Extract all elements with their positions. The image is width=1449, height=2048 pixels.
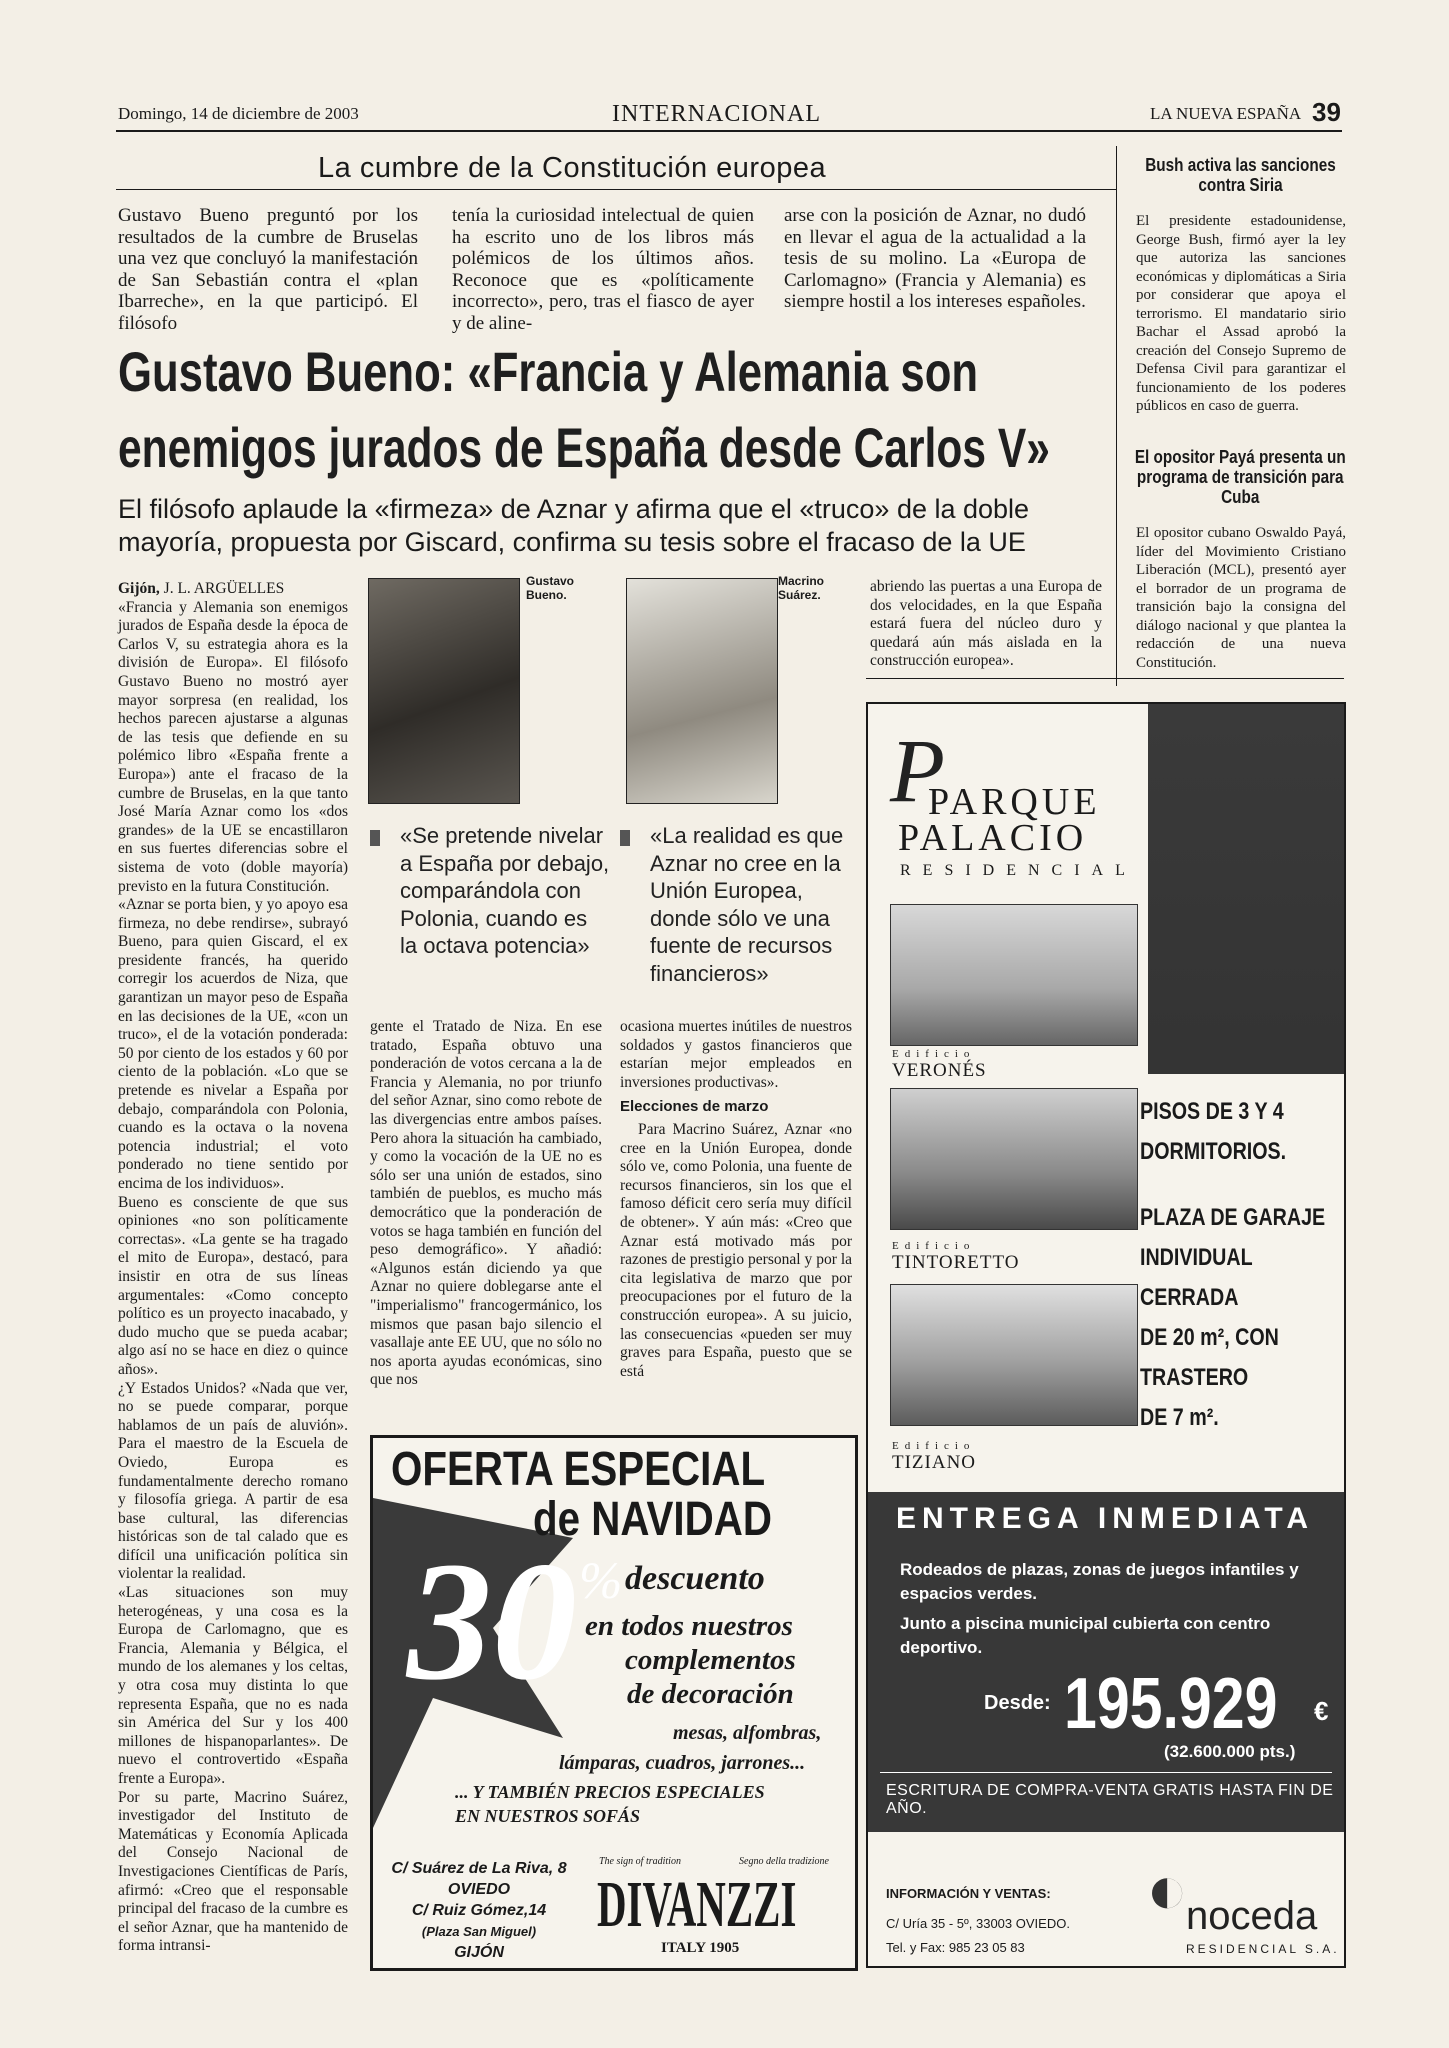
building-tiziano-image [890, 1284, 1138, 1426]
photo-macrino-suarez [626, 578, 778, 804]
page-number: 39 [1312, 97, 1341, 127]
feature-5: CERRADA [1140, 1284, 1239, 1311]
quote-bar-2 [620, 830, 630, 846]
price-value: 195.929 [1064, 1664, 1278, 1744]
ad-address-1: C/ Suárez de La Riva, 8 [391, 1860, 567, 1877]
deed-note: ESCRITURA DE COMPRA-VENTA GRATIS HASTA FIN DE AÑO. [886, 1782, 1334, 1817]
ad-address-5: GIJÓN [454, 1944, 504, 1961]
ad-address-2: OVIEDO [447, 1881, 511, 1898]
sales-phone: Tel. y Fax: 985 23 05 83 [886, 1940, 1025, 1955]
quote-bar-1 [370, 830, 380, 846]
sidebar-divider [1116, 146, 1117, 686]
parque-logo-p: P [890, 722, 945, 821]
ad-parque-palacio[interactable] [866, 702, 1346, 1968]
sidebar-text-2: El opositor cubano Oswaldo Payá, líder del Movimiento Cristiano Liberación (MCL), presentó ayer el borrador de un programa de transición bajo la consigna del diálogo nacional y que plantea la redacción de una nueva Constitución. [1136, 525, 1346, 671]
ad-line-2: complementos [625, 1644, 796, 1676]
feature-2: DORMITORIOS. [1140, 1138, 1287, 1165]
pull-quote-2: «La realidad es que Aznar no cree en la Unión Europea, donde sólo ve una fuente de recursos financieros» [650, 823, 844, 986]
ad-extra-2: EN NUESTROS SOFÁS [455, 1806, 641, 1826]
building-tiziano-name: TIZIANO [892, 1452, 977, 1473]
building-verones-image [890, 904, 1138, 1046]
header-date: Domingo, 14 de diciembre de 2003 [118, 104, 359, 123]
feature-7: DE 7 m². [1140, 1404, 1219, 1431]
byline-author: J. L. ARGÜELLES [163, 580, 285, 597]
ad-line-1: en todos nuestros [585, 1610, 793, 1642]
noceda-logo: noceda [1186, 1894, 1318, 1938]
article-col-3-text: ocasiona muertes inútiles de nuestros soldados y gastos financieros que estarían mejor empleados en inversiones productivas». [620, 1018, 852, 1091]
ad-address [379, 1858, 579, 1963]
price-from: Desde: [984, 1692, 1051, 1714]
ad-percent: 30 [407, 1527, 577, 1715]
delivery-title: ENTREGA INMEDIATA [896, 1502, 1315, 1535]
sidebar-title-2: El opositor Payá presenta un programa de transición para Cuba [1134, 447, 1346, 507]
article-col-3-top: abriendo las puertas a una Europa de dos velocidades, en la que España estará fuera del núcleo duro y quedará aún más aislada en la construcción europea». [870, 578, 1102, 670]
price-pts: (32.600.000 pts.) [1164, 1742, 1296, 1761]
noceda-logo-mark: ◐ [1146, 1850, 1189, 1928]
header-rule [116, 130, 1342, 132]
divanzzi-origin: ITALY 1905 [661, 1940, 740, 1956]
photo-gustavo-bueno [368, 578, 520, 804]
sales-info-label: INFORMACIÓN Y VENTAS: [886, 1886, 1051, 1901]
newspaper-name: LA NUEVA ESPAÑA [1150, 104, 1302, 123]
building-tintoretto-image [890, 1088, 1138, 1230]
headline-line-2: enemigos jurados de España desde Carlos V» [118, 416, 1050, 479]
feature-4: INDIVIDUAL [1140, 1244, 1253, 1271]
sidebar-title-1: Bush activa las sanciones contra Siria [1145, 155, 1336, 195]
lead-col-2: tenía la curiosidad intelectual de quien ha escrito uno de los libros más polémicos de los últimos años. Reconoce que es «políticamente incorrecto», pero, tras el fiasco de ayer y de aline- [452, 205, 754, 334]
ad-extra-1: ... Y TAMBIÉN PRECIOS ESPECIALES [455, 1782, 765, 1802]
parque-logo-3: RESIDENCIAL [900, 862, 1137, 879]
ad-title-1: OFERTA ESPECIAL [391, 1443, 766, 1496]
article-col-3 [620, 1018, 852, 1381]
byline-place: Gijón, [118, 580, 160, 597]
photo-caption-bueno: Gustavo Bueno. [526, 574, 575, 602]
ad-line-3: de decoración [627, 1678, 794, 1710]
price-currency: € [1314, 1696, 1329, 1726]
article-subhead-elecciones: Elecciones de marzo [620, 1098, 769, 1116]
ad-divanzzi[interactable] [370, 1435, 858, 1971]
photo-caption-suarez: Macrino Suárez. [778, 574, 825, 602]
parque-logo-1: PARQUE [928, 781, 1101, 823]
section-title: INTERNACIONAL [612, 101, 821, 127]
ad-tagline-2: Segno della tradizione [739, 1856, 829, 1867]
lead-col-1: Gustavo Bueno preguntó por los resultados de la cumbre de Bruselas una vez que concluyó la manifestación de San Sebastián contra el «plan Ibarreche», en la que participó. El filósofo [118, 205, 418, 334]
noceda-logo-sub: RESIDENCIAL S.A. [1186, 1942, 1340, 1956]
deed-rule [880, 1772, 1332, 1773]
article-col-1 [118, 580, 348, 1956]
ad-items-1: mesas, alfombras, [673, 1722, 822, 1744]
sidebar-text-1: El presidente estadounidense, George Bush, firmó ayer la ley que autoriza las sanciones económicas y diplomáticas a Siria por considerar que apoya el terrorismo. El mandatario sirio Bachar el Assad aprobó la creación del Consejo Supremo de Defensa Civil para garantizar el funcionamiento de los poderes públicos en caso de guerra. [1136, 213, 1346, 414]
headline-line-1: Gustavo Bueno: «Francia y Alemania son [118, 340, 979, 403]
article-col-1-text: «Francia y Alemania son enemigos jurados de España desde la época de Carlos V, su estrategia ahora es la división de Europa». El filósofo Gustavo Bueno no mostró ayer mayor sorpresa (en realidad, los hechos parecen ajustarse a algunas de las tesis que defiende en su polémico libro «España frente a Europa») ante el fracaso de la cumbre de Bruselas, en la que tanto José María Aznar como los «dos grandes» de la UE se encastillaron en sus fuertes diferencias sobre el sistema de voto (doble mayoría) previsto en la futura Constitución. «Aznar se porta bien, y yo apoyo esa firmeza, no debe rendirse», subrayó Bueno, para quien Giscard, el ex presidente francés, ha querido corregir los acuerdos de Niza, que garantizan un mayor peso de España en las decisiones de la UE, «con un truco», el de la votación ponderada: 50 por ciento de los estados y 60 por ciento de la población. «Lo que se pretende es nivelar a España por debajo, comparándola con Polonia, cuando es la octava o la novena potencia industrial; el voto ponderado no tiene sentido por encima de los individuos». Bueno es consciente de que sus opiniones «no son políticamente correctas». «La gente se ha tragado el mito de Europa», destacó, para insistir en otra de sus líneas argumentales: «Como concepto político es un proyecto inacabado, y dudo mucho que se pueda acabar; algo así no se hace en diez o quince años». ¿Y Estados Unidos? «Nada que ver, no se puede comparar, porque hablamos de un país de aluvión». Para el maestro de la Escuela de Oviedo, Europa es fundamentalmente derecho romano y filosofía griega. A partir de esa base cultural, las diferencias históricas son de tal calado que es difícil una unificación política sin violentar la realidad. «Las situaciones son muy heterogéneas, y una cosa es la Europa de Carlomagno, que es Francia, Alemania y Bélgica, el mundo de los alemanes y los celtas, y otra cosa muy distinta lo que representa España, que no es nada sin América del Sur y los 400 millones de hispanoparlantes». De nuevo el controvertido «España frente a Europa». Por su parte, Macrino Suárez, investigador del Instituto de Matemáticas y Economía Aplicada del Consejo Nacional de Investigaciones Científicas de París, afirmó: «Creo que el responsable principal del fracaso de la cumbre es el señor Aznar, que ha mantenido de forma intransi- [118, 598, 348, 1955]
ad-percent-sign: % [579, 1553, 623, 1610]
edificio-label-1: Edificio [892, 1048, 976, 1060]
delivery-panel [868, 1492, 1344, 1832]
sidebar-bottom-rule [866, 678, 1344, 679]
building-tintoretto-name: TINTORETTO [892, 1252, 1020, 1273]
delivery-bullet-2: Junto a piscina municipal cubierta con centro deportivo. [900, 1614, 1271, 1657]
building-verones-name: VERONÉS [892, 1060, 987, 1081]
features-list [1140, 1092, 1345, 1438]
lead-col-3: arse con la posición de Aznar, no dudó en llevar el agua de la actualidad a la tesis de su molino. La «Europa de Carlomagno» (Francia y Alemania) es siempre hostil a los intereses españoles. [784, 205, 1086, 312]
article-col-2: gente el Tratado de Niza. En ese tratado, España obtuvo una ponderación de votos cercana a la de Francia y Alemania, no por triunfo del señor Aznar, sino como rebote de las divergencias entre ambos países. Pero ahora la situación ha cambiado, y como la vocación de la UE no es sólo ser una unión de estados, sino también de pueblos, es mucho más democrático que la ponderación de votos se haga también en función del peso demográfico». Y añadió: «Algunos están diciendo ya que Aznar no quiere doblegarse ante el "imperialismo" francogermánico, los mismos que pasan bajo silencio el vasallaje ante EE UU, que no sólo no nos aporta ayudas económicas, sino que nos [370, 1018, 602, 1389]
ad-title-2: de NAVIDAD [533, 1493, 772, 1546]
subheadline: El filósofo aplaude la «firmeza» de Aznar y afirma que el «truco» de la doble mayoría, propuesta por Giscard, confirma su tesis sobre el fracaso de la UE [118, 494, 1030, 557]
feature-3: PLAZA DE GARAJE [1140, 1204, 1326, 1231]
divanzzi-logo: DIVANZZI [597, 1868, 797, 1941]
feature-6: DE 20 m², CON TRASTERO [1140, 1324, 1279, 1391]
edificio-label-3: Edificio [892, 1440, 976, 1452]
ad-items-2: lámparas, cuadros, jarrones... [559, 1752, 806, 1774]
ad-tagline-1: The sign of tradition [599, 1856, 681, 1867]
edificio-label-2: Edificio [892, 1240, 976, 1252]
topic-rule [116, 189, 1116, 190]
parque-logo-2: PALACIO [898, 817, 1088, 859]
ad-address-4: (Plaza San Miguel) [421, 1924, 537, 1939]
feature-1: PISOS DE 3 Y 4 [1140, 1098, 1284, 1125]
pull-quote-1: «Se pretende nivelar a España por debajo, comparándola con Polonia, cuando es la octava potencia» [400, 823, 610, 958]
sales-address: C/ Uría 35 - 5º, 33003 OVIEDO. [886, 1916, 1070, 1931]
ad-address-3: C/ Ruiz Gómez,14 [411, 1902, 547, 1919]
topic-label: La cumbre de la Constitución europea [318, 152, 827, 184]
ad-desc-1: descuento [625, 1560, 765, 1597]
article-col-3b-text: Para Macrino Suárez, Aznar «no cree en la Unión Europea, donde sólo ve, como Polonia, una fuente de recursos financieros, sin los que el famoso déficit cero sería muy difícil de obtener». Y aún más: «Creo que Aznar está motivado más por razones de prestigio personal y por la cita legislativa de marzo que por preocupaciones por el futuro de la construcción europea». A su juicio, las consecuencias «pueden ser muy graves para España, puesto que se está [620, 1120, 852, 1380]
delivery-bullet-1: Rodeados de plazas, zonas de juegos infantiles y espacios verdes. [900, 1560, 1299, 1603]
